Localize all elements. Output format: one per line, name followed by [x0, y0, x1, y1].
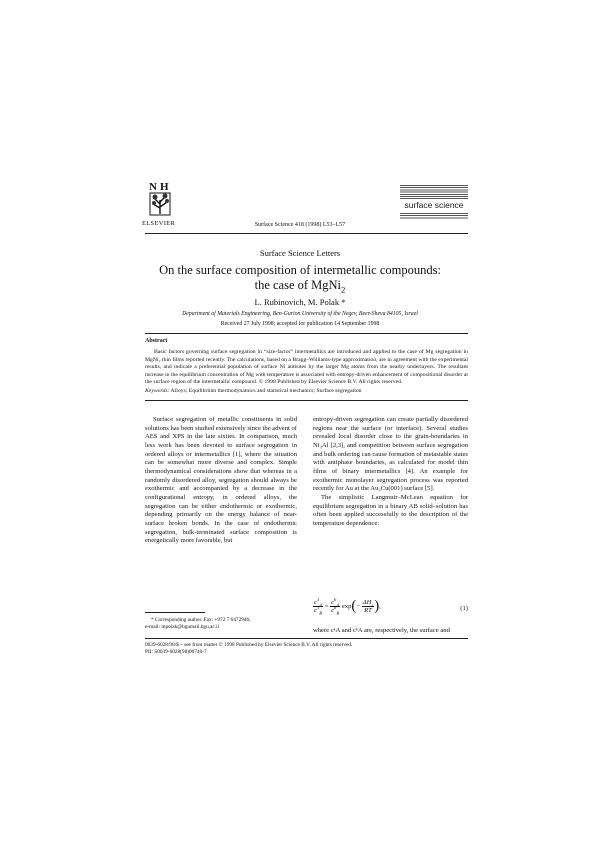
affiliation: Department of Materials Engineering, Ben-Gurion University of the Negev, Beer-Sheva 84105, Israel: [182, 311, 418, 317]
keywords-label: Keywords:: [145, 388, 170, 394]
footnote-divider: [145, 612, 205, 613]
publisher-name: ELSEVIER: [142, 220, 176, 227]
abstract-bottom-divider: [145, 400, 468, 401]
title-line-2-text: the case of MgNi: [254, 278, 342, 292]
right-paragraph-1: entropy-driven segregation can create partially disordered regions near the surface (or interface). Several studies revealed local disorder close to the grain-boundaries in Ni₃Al [2,3], and competition between surface segregation and bulk ordering can cause formation of metastable states with antiphase boundaries, as calculated for model thin films of binary intermetallics [4]. An example for exothermic monolayer segregation process was reported recently for Au at the Au₃Cu(001) surface [5].: [313, 416, 468, 493]
elsevier-tree-logo-icon: [145, 180, 179, 218]
body-right-column: [313, 416, 468, 529]
section-label: Surface Science Letters: [259, 248, 341, 258]
authors: L. Rubinovich, M. Polak *: [254, 297, 346, 307]
footnote: [145, 617, 297, 631]
after-equation-text: where c¹A and cᵇA are, respectively, the surface and: [313, 627, 450, 634]
keywords-list: Alloys; Equilibrium thermodynamics and statistical mechanics; Surface segregation: [170, 388, 362, 394]
body-left-column: [145, 416, 297, 546]
svg-text:N: N: [149, 181, 157, 193]
equation-body: $\frac{c^1_A}{c^1_B}$ = $\frac{c^b_A}{c^b_B}$ exp(− $\frac{\Delta H_s}{RT}$ ),: [314, 596, 381, 616]
abstract-text: Basic factors governing surface segregation in “size-factor” intermetallics are introduced and applied to the case of Mg segregation in MgNi₂ thin films reported recently. The calculations, based on a Bragg–Williams-type approximation, are in agreement with the experimental results, and indicate a preferential population of surface Ni antisites by the larger Mg atoms from the nearby underlayers. The resultant increase in the equilibrium concentration of Mg with temperature is associated with entropy-driven enhancement of compositional disorder at the surface region of the intermetallic compound. © 1998 Published by Elsevier Science B.V. All rights reserved.: [145, 349, 468, 386]
received-dates: Received 27 July 1998; accepted for publication 14 September 1998: [220, 321, 380, 327]
footer-divider: [145, 638, 468, 639]
corresponding-author: * Corresponding author. Fax: +972 7 6472946;: [151, 617, 251, 623]
journal-logo: [400, 185, 468, 219]
header-divider: [145, 233, 468, 234]
eq-lhs-fraction: $\frac{c^1_A}{c^1_B}$: [314, 596, 323, 616]
pii-line: PII: S0039-6028(98)00740-7: [145, 649, 207, 655]
journal-logo-lines-icon: [400, 185, 468, 199]
title-line-2: [0, 278, 600, 293]
eq-exp-fraction: $\frac{\Delta H_s}{RT}$: [362, 599, 374, 614]
keywords: [145, 388, 468, 394]
title-subscript: 2: [341, 284, 346, 295]
author-email: e-mail: mpolak@bgumail.bgu.ac.il: [145, 624, 220, 630]
copyright-block: [145, 642, 468, 656]
left-paragraph: Surface segregation of metallic constituents in solid solutions has been studied extensively since the advent of AES and XPS in the late sixties. In comparison, much less work has been devoted to surface segregation in ordered alloys or intermetallics [1], where the situation can be somewhat more diverse and complex. Simple thermodynamical considerations show that whereas in a randomly disordered alloy, segregation should always be exothermic and accompanied by a decrease in the configurational entropy, in ordered alloys, the segregation can be either endothermic or exothermic, depending primarily on the energy balance of near-surface broken bonds. In the case of endothermic segregation, bulk-terminated surface composition is energetically more favorable, but: [145, 416, 297, 545]
journal-reference: Surface Science 418 (1998) L53–L57: [254, 222, 346, 228]
svg-text:H: H: [160, 181, 169, 193]
title-line-1: On the surface composition of intermetallic compounds:: [159, 263, 441, 277]
equation-1: [313, 596, 468, 621]
journal-logo-name: surface science: [404, 200, 464, 210]
abstract-heading: Abstract: [145, 338, 168, 344]
equation-number: (1): [460, 605, 468, 612]
abstract-top-divider: [145, 333, 468, 334]
copyright-line: 0039-6028/98/$ – see front matter © 1998 Published by Elsevier Science B.V. All rights reserved.: [145, 642, 353, 648]
eq-rhs-fraction: $\frac{c^b_A}{c^b_B}$: [331, 596, 340, 616]
journal-logo-lines-bottom-icon: [400, 213, 468, 219]
article-title: [0, 263, 600, 293]
right-paragraph-2: The simplistic Langmuir–McLean equation for equilibrium segregation in a binary AB solid–solution has often been applied successfully to the description of the temperature dependence:: [313, 493, 468, 527]
